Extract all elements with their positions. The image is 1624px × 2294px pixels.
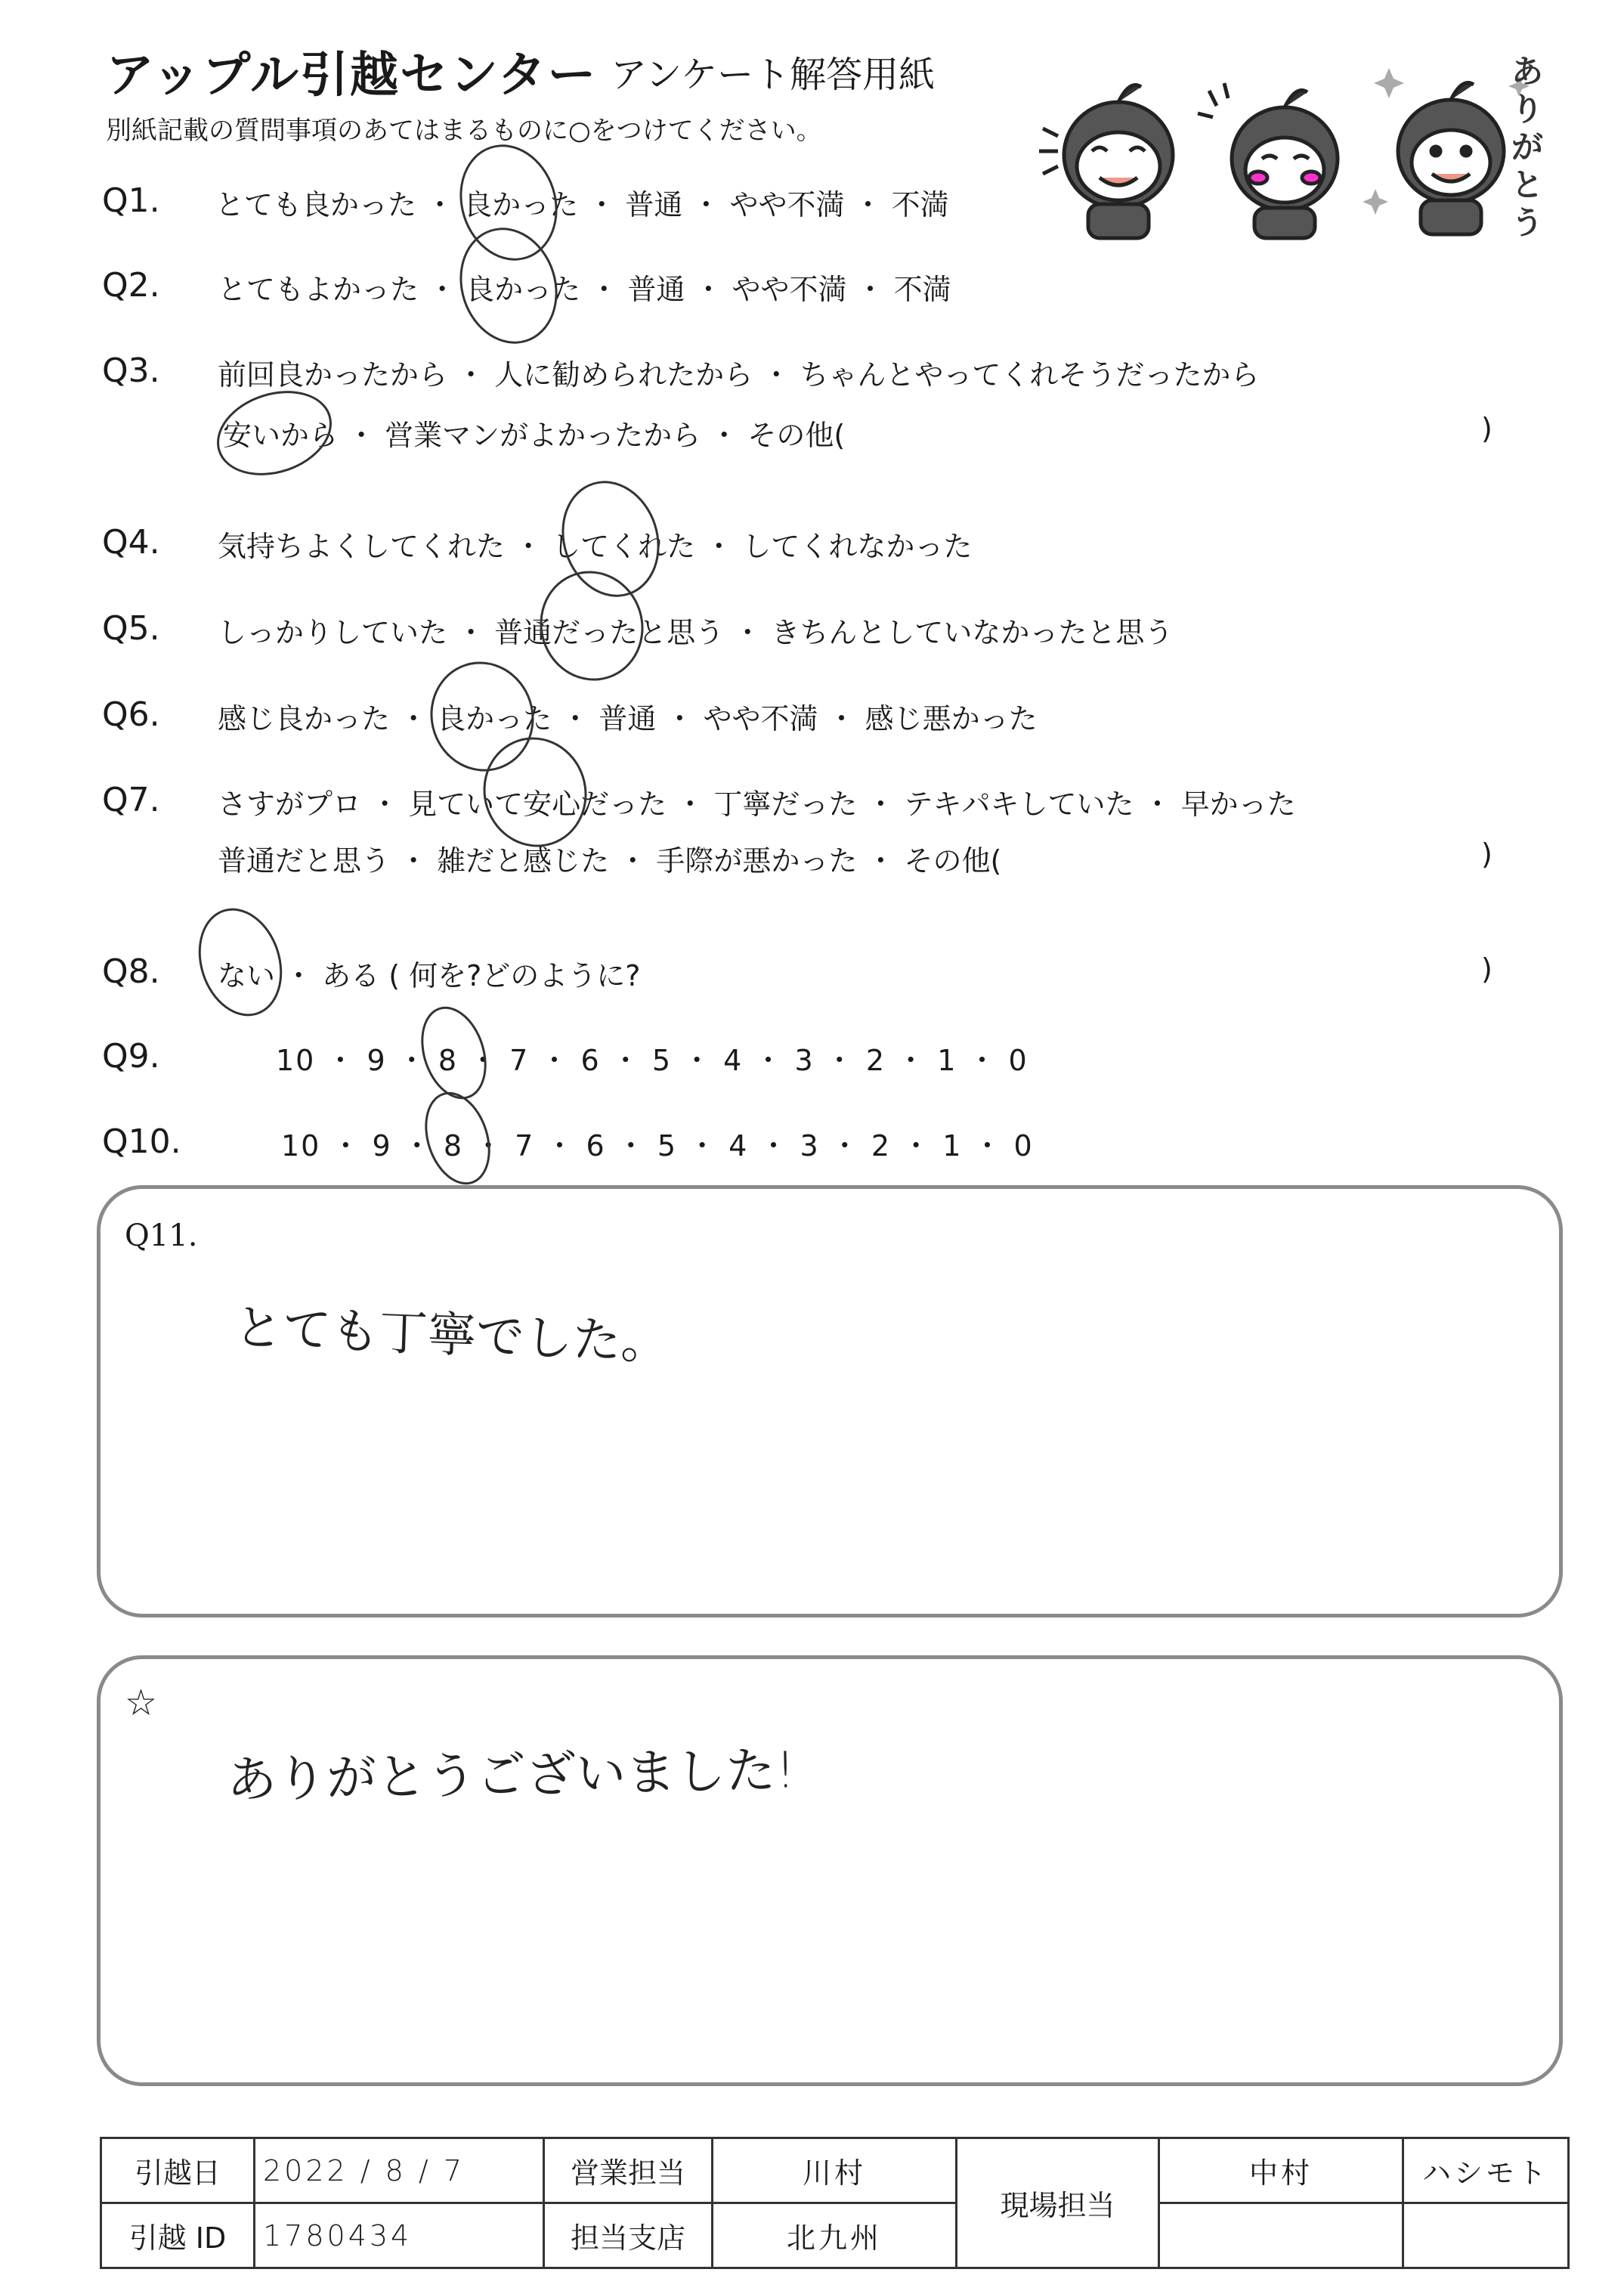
q5-label: Q5. <box>102 609 160 648</box>
q1-label: Q1. <box>102 181 160 220</box>
q8-close-paren: ) <box>1481 952 1493 986</box>
form-subtitle: アンケート解答用紙 <box>611 54 936 96</box>
branch-label: 担当支店 <box>544 2203 713 2268</box>
move-id-label: 引越 ID <box>101 2203 255 2268</box>
q6-options[interactable]: 感じ良かった ・ 良かった ・ 普通 ・ やや不満 ・ 感じ悪かった <box>218 702 1038 735</box>
q9-label: Q9. <box>102 1037 160 1076</box>
q2-selection-mark <box>445 215 572 356</box>
field-staff-label: 現場担当 <box>957 2138 1159 2268</box>
q3-options-line2[interactable]: 安いから ・ 営業マンがよかったから ・ その他( <box>223 419 846 452</box>
q8-label: Q8. <box>102 952 160 991</box>
q11-comment-box[interactable] <box>97 1185 1563 1618</box>
sales-rep-value[interactable]: 川村 <box>713 2138 957 2203</box>
q8-selection-mark <box>185 897 295 1027</box>
q10-label: Q10. <box>102 1122 181 1161</box>
q3-options-line1[interactable]: 前回良かったから ・ 人に勧められたから ・ ちゃんとやってくれそうだったから <box>218 358 1260 392</box>
q6-label: Q6. <box>102 695 160 734</box>
q5-options[interactable]: しっかりしていた ・ 普通だったと思う ・ きちんとしていなかったと思う <box>218 616 1174 649</box>
mascot-badge: ありがとう <box>1511 53 1544 241</box>
q9-scale[interactable]: 10 ・ 9 ・ 8 ・ 7 ・ 6 ・ 5 ・ 4 ・ 3 ・ 2 ・ 1 ・ 0 <box>276 1044 1029 1077</box>
field-staff-empty-1[interactable] <box>1159 2203 1403 2268</box>
q4-label: Q4. <box>102 523 160 562</box>
instruction-text: 別紙記載の質問事項のあてはまるものに○をつけてください。 <box>106 116 822 146</box>
field-staff-empty-2[interactable] <box>1403 2203 1569 2268</box>
q9-selection-mark <box>410 998 498 1108</box>
q7-close-paren: ) <box>1481 837 1493 871</box>
star-handwritten-message: ありがとうございました! <box>226 1741 797 1810</box>
q7-options-line2[interactable]: 普通だと思う ・ 雑だと感じた ・ 手際が悪かった ・ その他( <box>218 844 1002 878</box>
q8-options[interactable]: ない ・ ある ( 何を?どのように? <box>218 959 641 992</box>
mascot-illustration <box>1028 45 1557 242</box>
q4-options[interactable]: 気持ちよくしてくれた ・ してくれた ・ してくれなかった <box>218 530 973 563</box>
q10-scale[interactable]: 10 ・ 9 ・ 8 ・ 7 ・ 6 ・ 5 ・ 4 ・ 3 ・ 2 ・ 1 ・ 0 <box>281 1129 1034 1162</box>
q11-label: Q11. <box>125 1218 198 1253</box>
q2-label: Q2. <box>102 266 160 305</box>
sales-rep-label: 営業担当 <box>544 2138 713 2203</box>
star-label: ☆ <box>125 1682 158 1724</box>
q3-selection-mark <box>206 376 342 489</box>
q3-label: Q3. <box>102 351 160 390</box>
q7-options-line1[interactable]: さすがプロ ・ 見ていて安心だった ・ 丁寧だった ・ テキパキしていた ・ 早かった <box>218 788 1296 821</box>
q10-selection-mark <box>414 1084 502 1193</box>
move-info-table <box>100 2137 1570 2269</box>
field-staff-value-2[interactable]: ハシモト <box>1403 2138 1569 2203</box>
move-date-label: 引越日 <box>101 2138 255 2203</box>
company-title: アップル引越センター <box>106 48 598 104</box>
monkey-mascots-icon <box>1028 45 1557 242</box>
move-id-value[interactable]: 1780434 <box>255 2203 544 2268</box>
move-date-value[interactable]: 2022 / 8 / 7 <box>255 2138 544 2203</box>
q11-handwritten-answer: とても丁寧でした。 <box>233 1299 670 1372</box>
q7-label: Q7. <box>102 781 160 819</box>
field-staff-value-1[interactable]: 中村 <box>1159 2138 1403 2203</box>
q3-close-paren: ) <box>1481 412 1493 445</box>
branch-value[interactable]: 北九州 <box>713 2203 957 2268</box>
q1-options[interactable]: とても良かった ・ 良かった ・ 普通 ・ やや不満 ・ 不満 <box>215 188 949 221</box>
q2-options[interactable]: とてもよかった ・ 良かった ・ 普通 ・ やや不満 ・ 不満 <box>218 273 951 306</box>
star-comment-box[interactable] <box>97 1655 1563 2086</box>
